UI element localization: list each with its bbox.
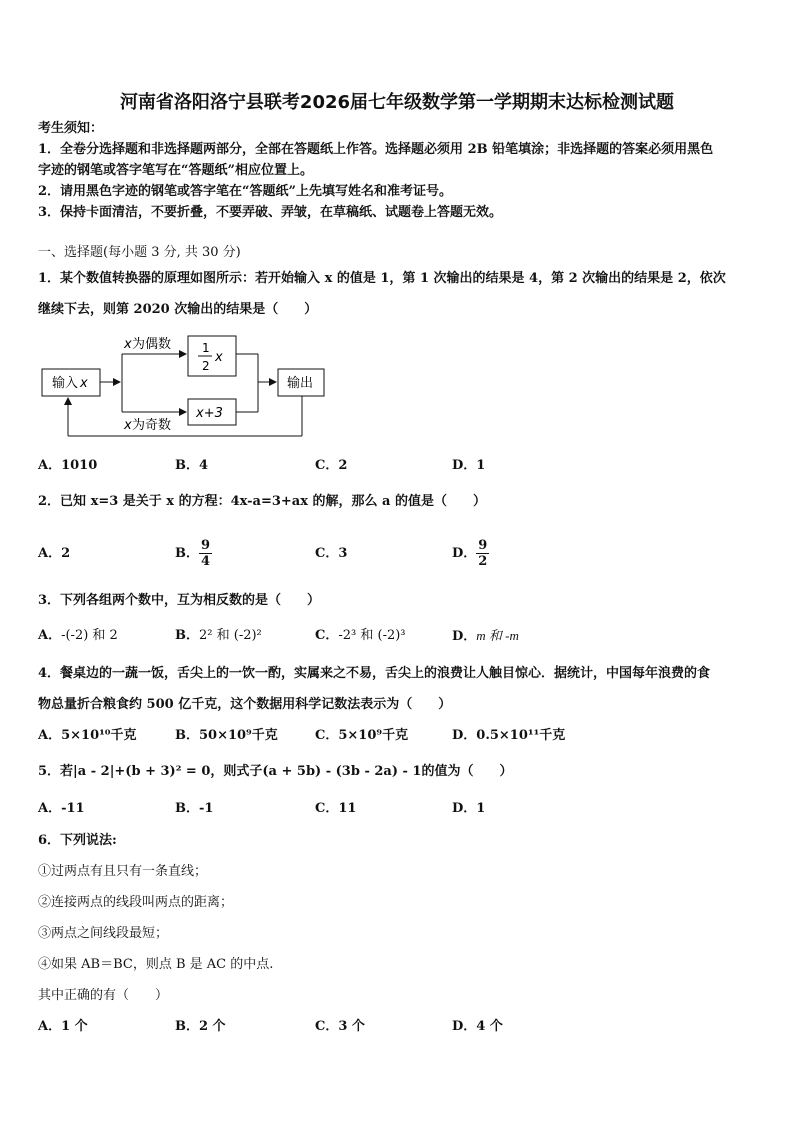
notice-line-1: 1．全卷分选择题和非选择题两部分，全部在答题纸上作答。选择题必须用 2B 铅笔填涂；非选择题的答案必须用黑色 bbox=[38, 142, 714, 157]
q3-d-expr: m 和 -m bbox=[476, 628, 519, 643]
q5-option-a[interactable]: A．-11 bbox=[38, 801, 85, 816]
q6-ask: 其中正确的有（ ） bbox=[38, 988, 169, 1003]
half-var: x bbox=[215, 350, 223, 365]
q3-option-c[interactable] bbox=[315, 627, 406, 645]
plus3-label: x+3 bbox=[196, 406, 223, 421]
q6-option-d[interactable]: D．4 个 bbox=[452, 1019, 503, 1034]
q1-flow-diagram bbox=[40, 334, 340, 440]
q2-b-num: 9 bbox=[201, 538, 211, 553]
q2-d-num: 9 bbox=[478, 538, 488, 553]
q3-option-a[interactable] bbox=[38, 627, 118, 645]
notice-line-2: 2．请用黑色字迹的钢笔或答字笔在“答题纸”上先填写姓名和准考证号。 bbox=[38, 184, 453, 199]
q3-d-label: D． bbox=[452, 629, 477, 644]
q2-b-den: 4 bbox=[201, 554, 211, 569]
q4-option-c[interactable]: C．5×10⁹千克 bbox=[315, 728, 409, 743]
section-heading: 一、选择题(每小题 3 分, 共 30 分) bbox=[38, 245, 241, 260]
q3-a-label: A． bbox=[38, 628, 62, 643]
odd-var: x bbox=[124, 418, 132, 433]
q2-option-c[interactable]: C．3 bbox=[315, 546, 348, 561]
half-num: 1 bbox=[202, 341, 210, 355]
q4-option-d[interactable]: D．0.5×10¹¹千克 bbox=[452, 728, 566, 743]
q6-option-c[interactable]: C．3 个 bbox=[315, 1019, 365, 1034]
q1-stem-1: 1．某个数值转换器的原理如图所示：若开始输入 x 的值是 1，第 1 次输出的结果是 4，第 2 次输出的结果是 2，依次 bbox=[38, 271, 726, 286]
q6-stem: 6．下列说法: bbox=[38, 833, 117, 848]
notice-line-3: 3．保持卡面清洁，不要折叠，不要弄破、弄皱，在草稿纸、试题卷上答题无效。 bbox=[38, 205, 503, 220]
input-var: x bbox=[80, 376, 88, 391]
q4-option-b[interactable]: B．50×10⁹千克 bbox=[175, 728, 278, 743]
q3-a-expr: -(-2) 和 2 bbox=[61, 628, 118, 643]
q3-option-b[interactable] bbox=[175, 627, 262, 645]
even-var: x bbox=[124, 337, 132, 352]
q3-option-d[interactable] bbox=[452, 627, 519, 646]
q2-option-d-label: D． bbox=[452, 546, 477, 561]
q3-c-label: C． bbox=[315, 628, 339, 643]
q6-statement-2: ②连接两点的线段叫两点的距离； bbox=[38, 895, 234, 910]
q6-statement-3: ③两点之间线段最短； bbox=[38, 926, 169, 941]
q4-option-a[interactable]: A．5×10¹⁰千克 bbox=[38, 728, 137, 743]
q2-option-b[interactable] bbox=[175, 536, 212, 572]
notice-line-1b: 字迹的钢笔或答字笔写在“答题纸”相应位置上。 bbox=[38, 163, 313, 178]
q2-option-d[interactable] bbox=[452, 536, 489, 572]
q1-stem-2: 继续下去，则第 2020 次输出的结果是（ ） bbox=[38, 302, 318, 317]
q5-option-b[interactable]: B．-1 bbox=[175, 801, 214, 816]
q1-option-b[interactable]: B．4 bbox=[175, 458, 209, 473]
q3-stem: 3．下列各组两个数中，互为相反数的是（ ） bbox=[38, 593, 321, 608]
q5-option-d[interactable]: D．1 bbox=[452, 801, 486, 816]
q4-stem-1: 4．餐桌边的一蔬一饭，舌尖上的一饮一酌，实属来之不易，舌尖上的浪费让人触目惊心．据统计，中国每年浪费的食 bbox=[38, 666, 711, 681]
half-den: 2 bbox=[202, 359, 210, 373]
q2-stem: 2．已知 x=3 是关于 x 的方程：4x-a=3+ax 的解，那么 a 的值是（ ） bbox=[38, 494, 486, 509]
q1-option-a[interactable]: A．1010 bbox=[38, 458, 98, 473]
odd-label: 为奇数 bbox=[132, 418, 172, 433]
q5-option-c[interactable]: C．11 bbox=[315, 801, 357, 816]
q5-stem: 5．若|a - 2|+(b + 3)² = 0，则式子(a + 5b) - (3b - 2a) - 1的值为（ ） bbox=[38, 764, 513, 779]
q3-b-expr: 2² 和 (-2)² bbox=[199, 628, 262, 643]
q2-option-a[interactable]: A．2 bbox=[38, 546, 71, 561]
q2-option-b-label: B． bbox=[175, 546, 199, 561]
q2-d-den: 2 bbox=[478, 554, 488, 569]
q6-option-a[interactable]: A．1 个 bbox=[38, 1019, 88, 1034]
even-label: 为偶数 bbox=[132, 337, 172, 352]
q6-statement-4: ④如果 AB＝BC，则点 B 是 AC 的中点. bbox=[38, 957, 274, 972]
q2-option-d-fraction bbox=[476, 538, 489, 569]
q2-option-b-fraction bbox=[199, 538, 212, 569]
q1-option-c[interactable]: C．2 bbox=[315, 458, 348, 473]
output-label: 输出 bbox=[287, 376, 314, 391]
notice-heading: 考生须知： bbox=[38, 121, 104, 136]
page-title: 河南省洛阳洛宁县联考2026届七年级数学第一学期期末达标检测试题 bbox=[119, 92, 675, 113]
q1-option-d[interactable]: D．1 bbox=[452, 458, 486, 473]
input-label: 输入 bbox=[52, 376, 79, 391]
q6-statement-1: ①过两点有且只有一条直线； bbox=[38, 864, 208, 879]
q6-option-b[interactable]: B．2 个 bbox=[175, 1019, 226, 1034]
q3-c-expr: -2³ 和 (-2)³ bbox=[338, 628, 406, 643]
q4-stem-2: 物总量折合粮食约 500 亿千克，这个数据用科学记数法表示为（ ） bbox=[38, 697, 452, 712]
q3-b-label: B． bbox=[175, 628, 199, 643]
